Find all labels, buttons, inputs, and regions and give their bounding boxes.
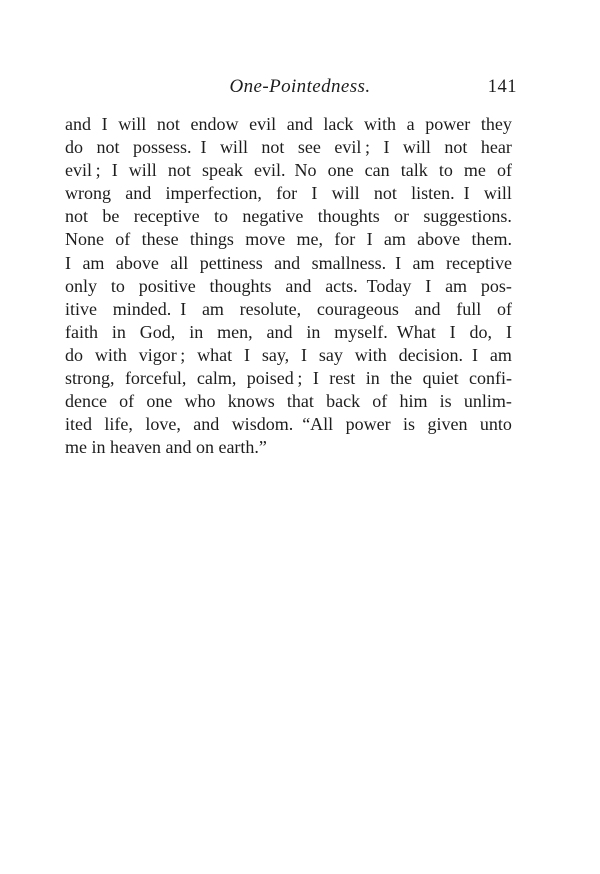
text-line: ited life, love, and wisdom. “All power is given unto (65, 414, 512, 435)
text-line: not be receptive to negative thoughts or suggestions. (65, 206, 512, 227)
paragraph-text (65, 114, 512, 460)
text-line: strong, forceful, calm, poised ; I rest in the quiet confi- (65, 368, 512, 389)
running-title: One-Pointedness. (229, 76, 371, 97)
page-header (0, 76, 600, 102)
text-line: dence of one who knows that back of him is unlim- (65, 391, 512, 412)
text-line: wrong and imperfection, for I will not listen. I will (65, 183, 512, 204)
text-line: and I will not endow evil and lack with a power they (65, 114, 512, 134)
page-number: 141 (487, 77, 517, 97)
text-line: itive minded. I am resolute, courageous and full of (65, 298, 512, 319)
text-line: me in heaven and on earth.” (65, 437, 267, 458)
text-line: evil ; I will not speak evil. No one can talk to me of (65, 160, 512, 181)
text-line: do with vigor ; what I say, I say with decision. I am (65, 344, 512, 365)
text-line: faith in God, in men, and in myself. What I do, I (65, 321, 512, 342)
text-line: do not possess. I will not see evil ; I will not hear (65, 137, 512, 158)
text-line: I am above all pettiness and smallness. I am receptive (65, 252, 512, 273)
text-line: only to positive thoughts and acts. Today I am pos- (65, 275, 512, 296)
text-line: None of these things move me, for I am above them. (65, 229, 512, 250)
